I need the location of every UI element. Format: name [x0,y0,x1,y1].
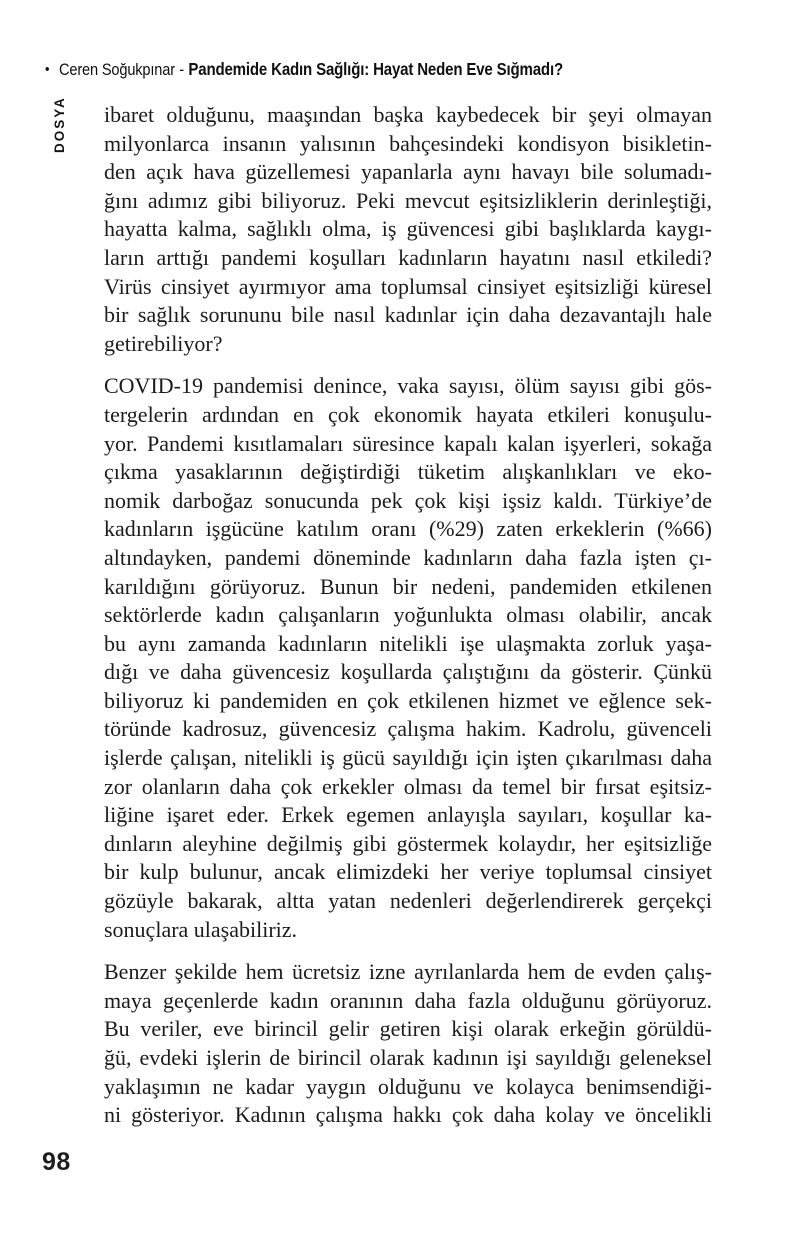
text-line: yor. Pandemi kısıtlamaları süresince kapalı kalan işyerleri, sokağa [104,430,712,456]
text-line: Benzer şekilde hem ücretsiz izne ayrılanlarda hem de evden çalış- [104,959,712,985]
text-line: töründe kadrosuz, güvencesiz çalışma hakim. Kadrolu, güvenceli [104,716,712,742]
header-separator: - [179,60,185,79]
paragraph [104,958,712,1130]
text-line: bir kulp bulunur, ancak elimizdeki her veriye toplumsal cinsiyet [104,859,712,885]
text-line: getirebiliyor? [104,330,223,356]
text-line: sektörlerde kadın çalışanların yoğunlukta olması olabilir, ancak [104,602,712,628]
text-line: ğü, evdeki işlerin de birincil olarak kadının işi sayıldığı geleneksel [104,1045,712,1070]
text-line: COVID-19 pandemisi denince, vaka sayısı, ölüm sayısı gibi gös- [104,373,712,399]
text-line: kadınların işgücüne katılım oranı (%29) zaten erkeklerin (%66) [104,516,712,542]
text-line: dınların aleyhine değilmiş gibi göstermek kolaydır, her eşitsizliğe [104,830,712,856]
text-line: ibaret olduğunu, maaşından başka kaybedecek bir şeyi olmayan [104,102,712,127]
text-line: den açık hava güzellemesi yapanlarla aynı havayı bile solumadı- [104,159,712,185]
text-line: nomik darboğaz sonucunda pek çok kişi işsiz kaldı. Türkiye’de [104,487,712,513]
paragraph [104,101,712,358]
text-line: tergelerin ardından en çok ekonomik hayata etkileri konuşulu- [104,401,712,427]
text-line: Virüs cinsiyet ayırmıyor ama toplumsal cinsiyet eşitsizliği küresel [104,273,712,299]
text-line: biliyoruz ki pandemiden en çok etkilenen hizmet ve eğlence sek- [104,687,712,713]
text-line: sonuçlara ulaşabiliriz. [104,916,298,942]
text-line: dığı ve daha güvencesiz koşullarda çalıştığını da gösterir. Çünkü [104,659,712,685]
text-line: milyonlarca insanın yalısının bahçesindeki kondisyon bisikletin- [104,130,712,156]
text-line: ların arttığı pandemi koşulları kadınların hayatını nasıl etkiledi? [104,244,712,270]
body-text [104,101,712,1130]
text-line: hayatta kalma, sağlıklı olma, iş güvencesi gibi başlıklarda kaygı- [104,216,712,242]
text-line: ni gösteriyor. Kadının çalışma hakkı çok daha kolay ve öncelikli [104,1102,712,1128]
text-line: bu aynı zamanda kadınların nitelikli işe ulaşmakta zorluk yaşa- [104,630,712,656]
text-line: çıkma yasaklarının değiştirdiği tüketim alışkanlıkları ve eko- [104,459,712,485]
page-number: 98 [42,1148,71,1176]
text-line: ğını adımız gibi biliyoruz. Peki mevcut eşitsizliklerin derinleştiği, [104,187,712,213]
header-bullet-icon: • [45,61,50,78]
running-header [45,59,563,80]
text-line: Bu veriler, eve birincil gelir getiren kişi olarak erkeğin görüldü- [104,1016,712,1042]
paragraph [104,372,712,944]
text-line: bir sağlık sorununu bile nasıl kadınlar için daha dezavantajlı hale [104,302,712,328]
text-line: işlerde çalışan, nitelikli iş gücü sayıldığı için işten çıkarılması daha [104,745,712,771]
text-line: maya geçenlerde kadın oranının daha fazla olduğunu görüyoruz. [104,987,712,1013]
text-line: gözüyle bakarak, altta yatan nedenleri değerlendirerek gerçekçi [104,888,712,914]
text-line: karıldığını görüyoruz. Bunun bir nedeni, pandemiden etkilenen [104,573,712,599]
text-line: zor olanların daha çok erkekler olması da temel bir fırsat eşitsiz- [104,773,712,799]
header-article-title: Pandemide Kadın Sağlığı: Hayat Neden Eve Sığmadı? [188,59,563,79]
text-line: liğine işaret eder. Erkek egemen anlayışla sayıları, koşullar ka- [104,802,712,828]
header-author: Ceren Soğukpınar [58,60,175,79]
text-line: altındayken, pandemi döneminde kadınların daha fazla işten çı- [104,544,712,570]
text-line: yaklaşımın ne kadar yaygın olduğunu ve kolayca benimsendiği- [104,1073,712,1099]
section-label-vertical: DOSYA [52,96,67,153]
